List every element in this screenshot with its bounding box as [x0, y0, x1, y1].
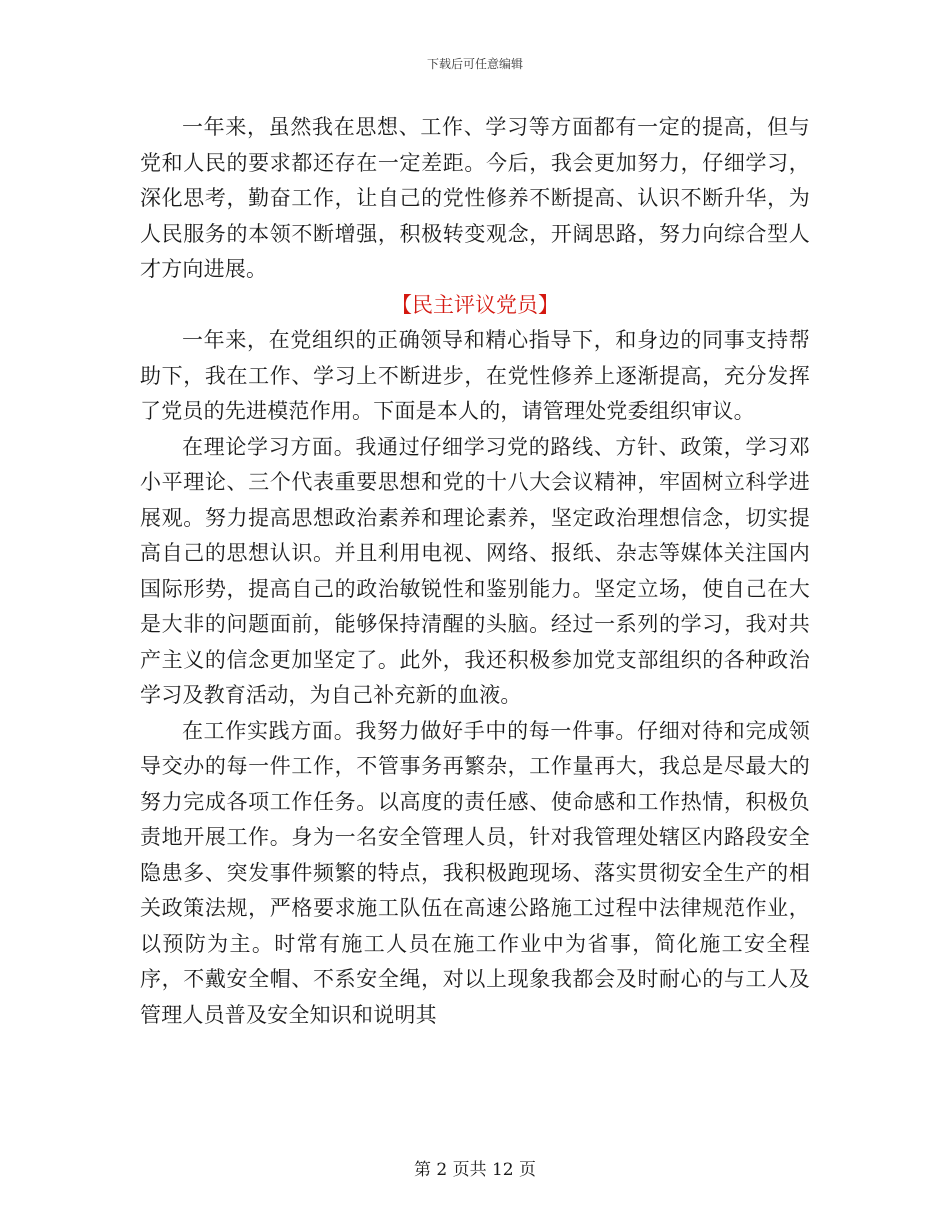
page-number-footer: 第 2 页共 12 页	[413, 1160, 537, 1180]
section-title: 【民主评议党员】	[391, 292, 559, 317]
paragraph-theory-study: 在理论学习方面。我通过仔细学习党的路线、方针、政策，学习邓小平理论、三个代表重要思想和党的十八大会议精神，牢固树立科学进展观。努力提高思想政治素养和理论素养，坚定政治理想信念，切实提高自己的思想认识。并且利用电视、网络、报纸、杂志等媒体关注国内国际形势，提高自己的政治敏锐性和鉴别能力。坚定立场，使自己在大是大非的问题面前，能够保持清醒的头脑。经过一系列的学习，我对共产主义的信念更加坚定了。此外，我还积极参加党支部组织的各种政治学习及教育活动，为自己补充新的血液。	[140, 434, 810, 707]
header-note: 下载后可任意编辑	[426, 57, 523, 71]
document-body	[140, 110, 810, 1033]
paragraph-work-practice: 在工作实践方面。我努力做好手中的每一件事。仔细对待和完成领导交办的每一件工作，不管事务再繁杂，工作量再大，我总是尽最大的努力完成各项工作任务。以高度的责任感、使命感和工作热情，积极负责地开展工作。身为一名安全管理人员，针对我管理处辖区内路段安全隐患多、突发事件频繁的特点，我积极跑现场、落实贯彻安全生产的相关政策法规，严格要求施工队伍在高速公路施工过程中法律规范作业，以预防为主。时常有施工人员在施工作业中为省事，简化施工安全程序，不戴安全帽、不系安全绳，对以上现象我都会及时耐心的与工人及管理人员普及安全知识和说明其	[140, 718, 810, 1027]
paragraph-overview: 一年来，在党组织的正确领导和精心指导下，和身边的同事支持帮助下，我在工作、学习上不断进步，在党性修养上逐渐提高，充分发挥了党员的先进模范作用。下面是本人的，请管理处党委组织审议。	[140, 328, 810, 423]
paragraph-intro-summary: 一年来，虽然我在思想、工作、学习等方面都有一定的提高，但与党和人民的要求都还存在一定差距。今后，我会更加努力，仔细学习，深化思考，勤奋工作，让自己的党性修养不断提高、认识不断升华，为人民服务的本领不断增强，积极转变观念，开阔思路，努力向综合型人才方向进展。	[140, 115, 810, 281]
